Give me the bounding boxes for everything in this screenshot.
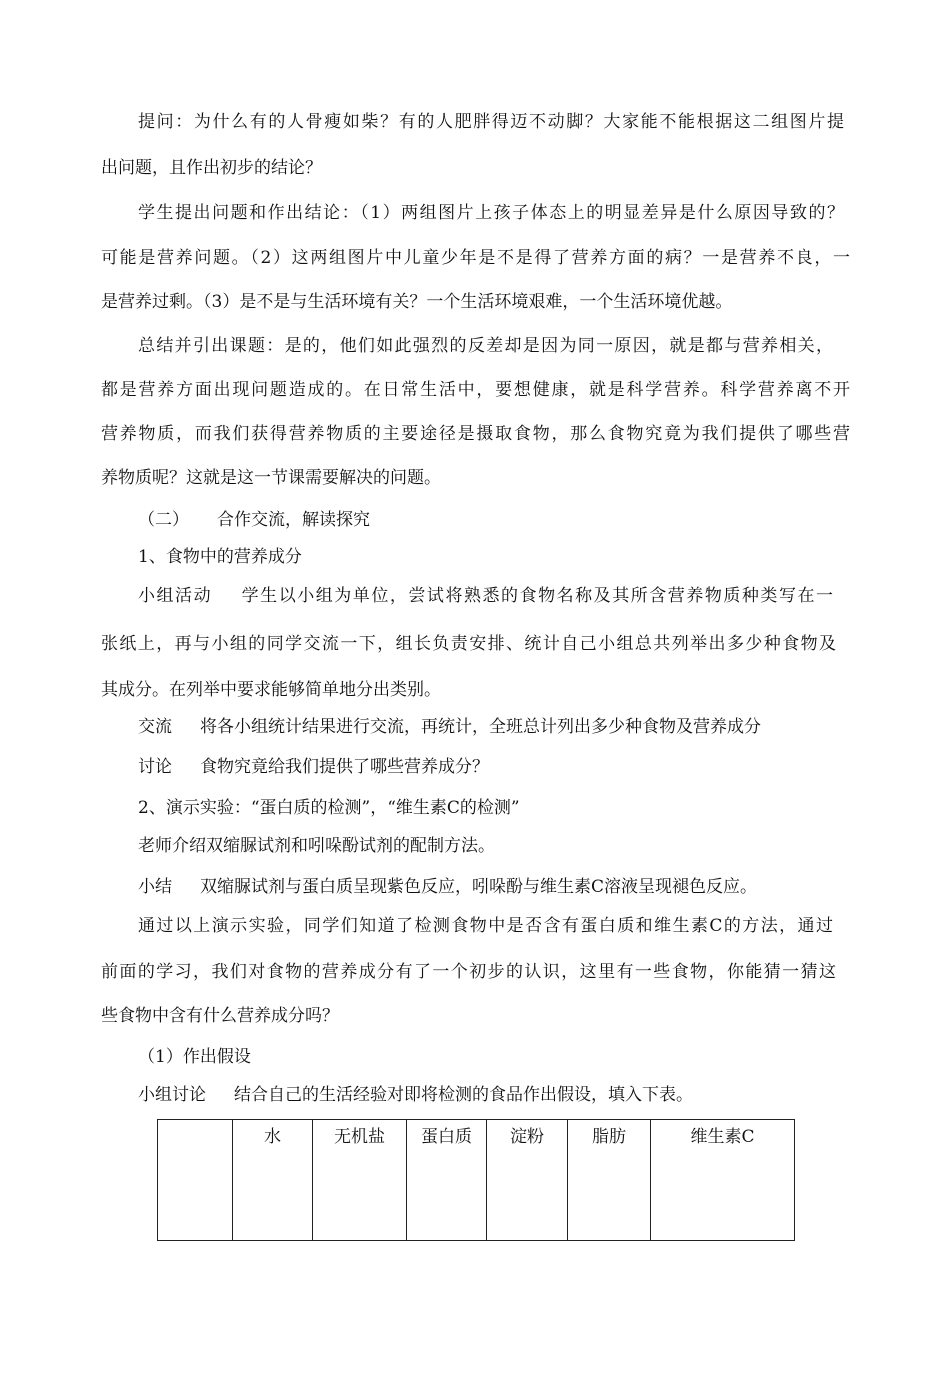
paragraph-student-line3: 是营养过剩。（3）是不是与生活环境有关？一个生活环境艰难，一个生活环境优越。 — [101, 292, 733, 312]
table-row — [158, 1120, 795, 1241]
paragraph-summary-line2: 都是营养方面出现问题造成的。在日常生活中，要想健康，就是科学营养。科学营养离不开 — [101, 380, 850, 400]
paragraph-exchange — [138, 716, 761, 738]
paragraph-student-line1: 学生提出问题和作出结论：（1）两组图片上孩子体态上的明显差异是什么原因导致的？ — [138, 203, 844, 223]
paragraph-teacher-intro: 老师介绍双缩脲试剂和吲哚酚试剂的配制方法。 — [138, 836, 495, 856]
paragraph-group-activity-line2: 张纸上，再与小组的同学交流一下，组长负责安排、统计自己小组总共列举出多少种食物及 — [101, 634, 836, 654]
table-header-protein: 蛋白质 — [407, 1120, 487, 1241]
paragraph-experiment-line2: 前面的学习，我们对食物的营养成分有了一个初步的认识，这里有一些食物，你能猜一猜这 — [101, 962, 836, 982]
paragraph-summary-line1: 总结并引出课题：是的，他们如此强烈的反差却是因为同一原因，就是都与营养相关， — [138, 336, 833, 356]
section-number: （二） — [138, 510, 189, 530]
table-header-water: 水 — [233, 1120, 313, 1241]
section-heading-2 — [138, 509, 370, 531]
paragraph-experiment-line3: 些食物中含有什么营养成分吗？ — [101, 1006, 339, 1026]
label-exchange: 交流 — [138, 717, 172, 737]
label-group-activity: 小组活动 — [138, 586, 213, 606]
table-header-minerals: 无机盐 — [313, 1120, 407, 1241]
hypothesis-table — [157, 1119, 795, 1241]
paragraph-group-activity-line1 — [138, 585, 833, 607]
label-conclusion: 小结 — [138, 877, 172, 897]
paragraph-group-discussion — [138, 1084, 693, 1106]
paragraph-summary-line3: 营养物质，而我们获得营养物质的主要途径是摄取食物，那么食物究竟为我们提供了哪些营 — [101, 424, 850, 444]
step-heading-hypothesis: （1）作出假设 — [138, 1047, 251, 1067]
paragraph-question-line2: 出问题，且作出初步的结论？ — [101, 158, 322, 178]
section-title: 合作交流，解读探究 — [217, 510, 370, 530]
text-group-discussion: 结合自己的生活经验对即将检测的食品作出假设，填入下表。 — [234, 1085, 693, 1105]
label-discussion: 讨论 — [138, 757, 172, 777]
table-header-fat: 脂肪 — [568, 1120, 651, 1241]
label-group-discussion: 小组讨论 — [138, 1085, 206, 1105]
subsection-heading-2: 2、演示实验：“蛋白质的检测”，“维生素C的检测” — [138, 798, 520, 818]
table-header-vitamin-c: 维生素C — [651, 1120, 795, 1241]
table-header-starch: 淀粉 — [487, 1120, 568, 1241]
paragraph-experiment-line1: 通过以上演示实验，同学们知道了检测食物中是否含有蛋白质和维生素C的方法，通过 — [138, 916, 833, 936]
table-cell-corner — [158, 1120, 233, 1241]
text-conclusion: 双缩脲试剂与蛋白质呈现紫色反应，吲哚酚与维生素C溶液呈现褪色反应。 — [200, 877, 758, 897]
paragraph-discussion — [138, 756, 489, 778]
paragraph-question-line1: 提问：为什么有的人骨瘦如柴？有的人肥胖得迈不动脚？大家能不能根据这二组图片提 — [138, 112, 844, 132]
paragraph-summary-line4: 养物质呢？这就是这一节课需要解决的问题。 — [101, 468, 441, 488]
paragraph-conclusion — [138, 876, 757, 898]
subsection-heading-1: 1、食物中的营养成分 — [138, 547, 302, 567]
text-exchange: 将各小组统计结果进行交流，再统计，全班总计列出多少种食物及营养成分 — [200, 717, 761, 737]
paragraph-group-activity-line3: 其成分。在列举中要求能够简单地分出类别。 — [101, 680, 441, 700]
paragraph-student-line2: 可能是营养问题。（2）这两组图片中儿童少年是不是得了营养方面的病？一是营养不良，一 — [101, 248, 850, 268]
text-discussion: 食物究竟给我们提供了哪些营养成分？ — [200, 757, 489, 777]
text-group-activity: 学生以小组为单位，尝试将熟悉的食物名称及其所含营养物质种类写在一 — [240, 586, 834, 606]
